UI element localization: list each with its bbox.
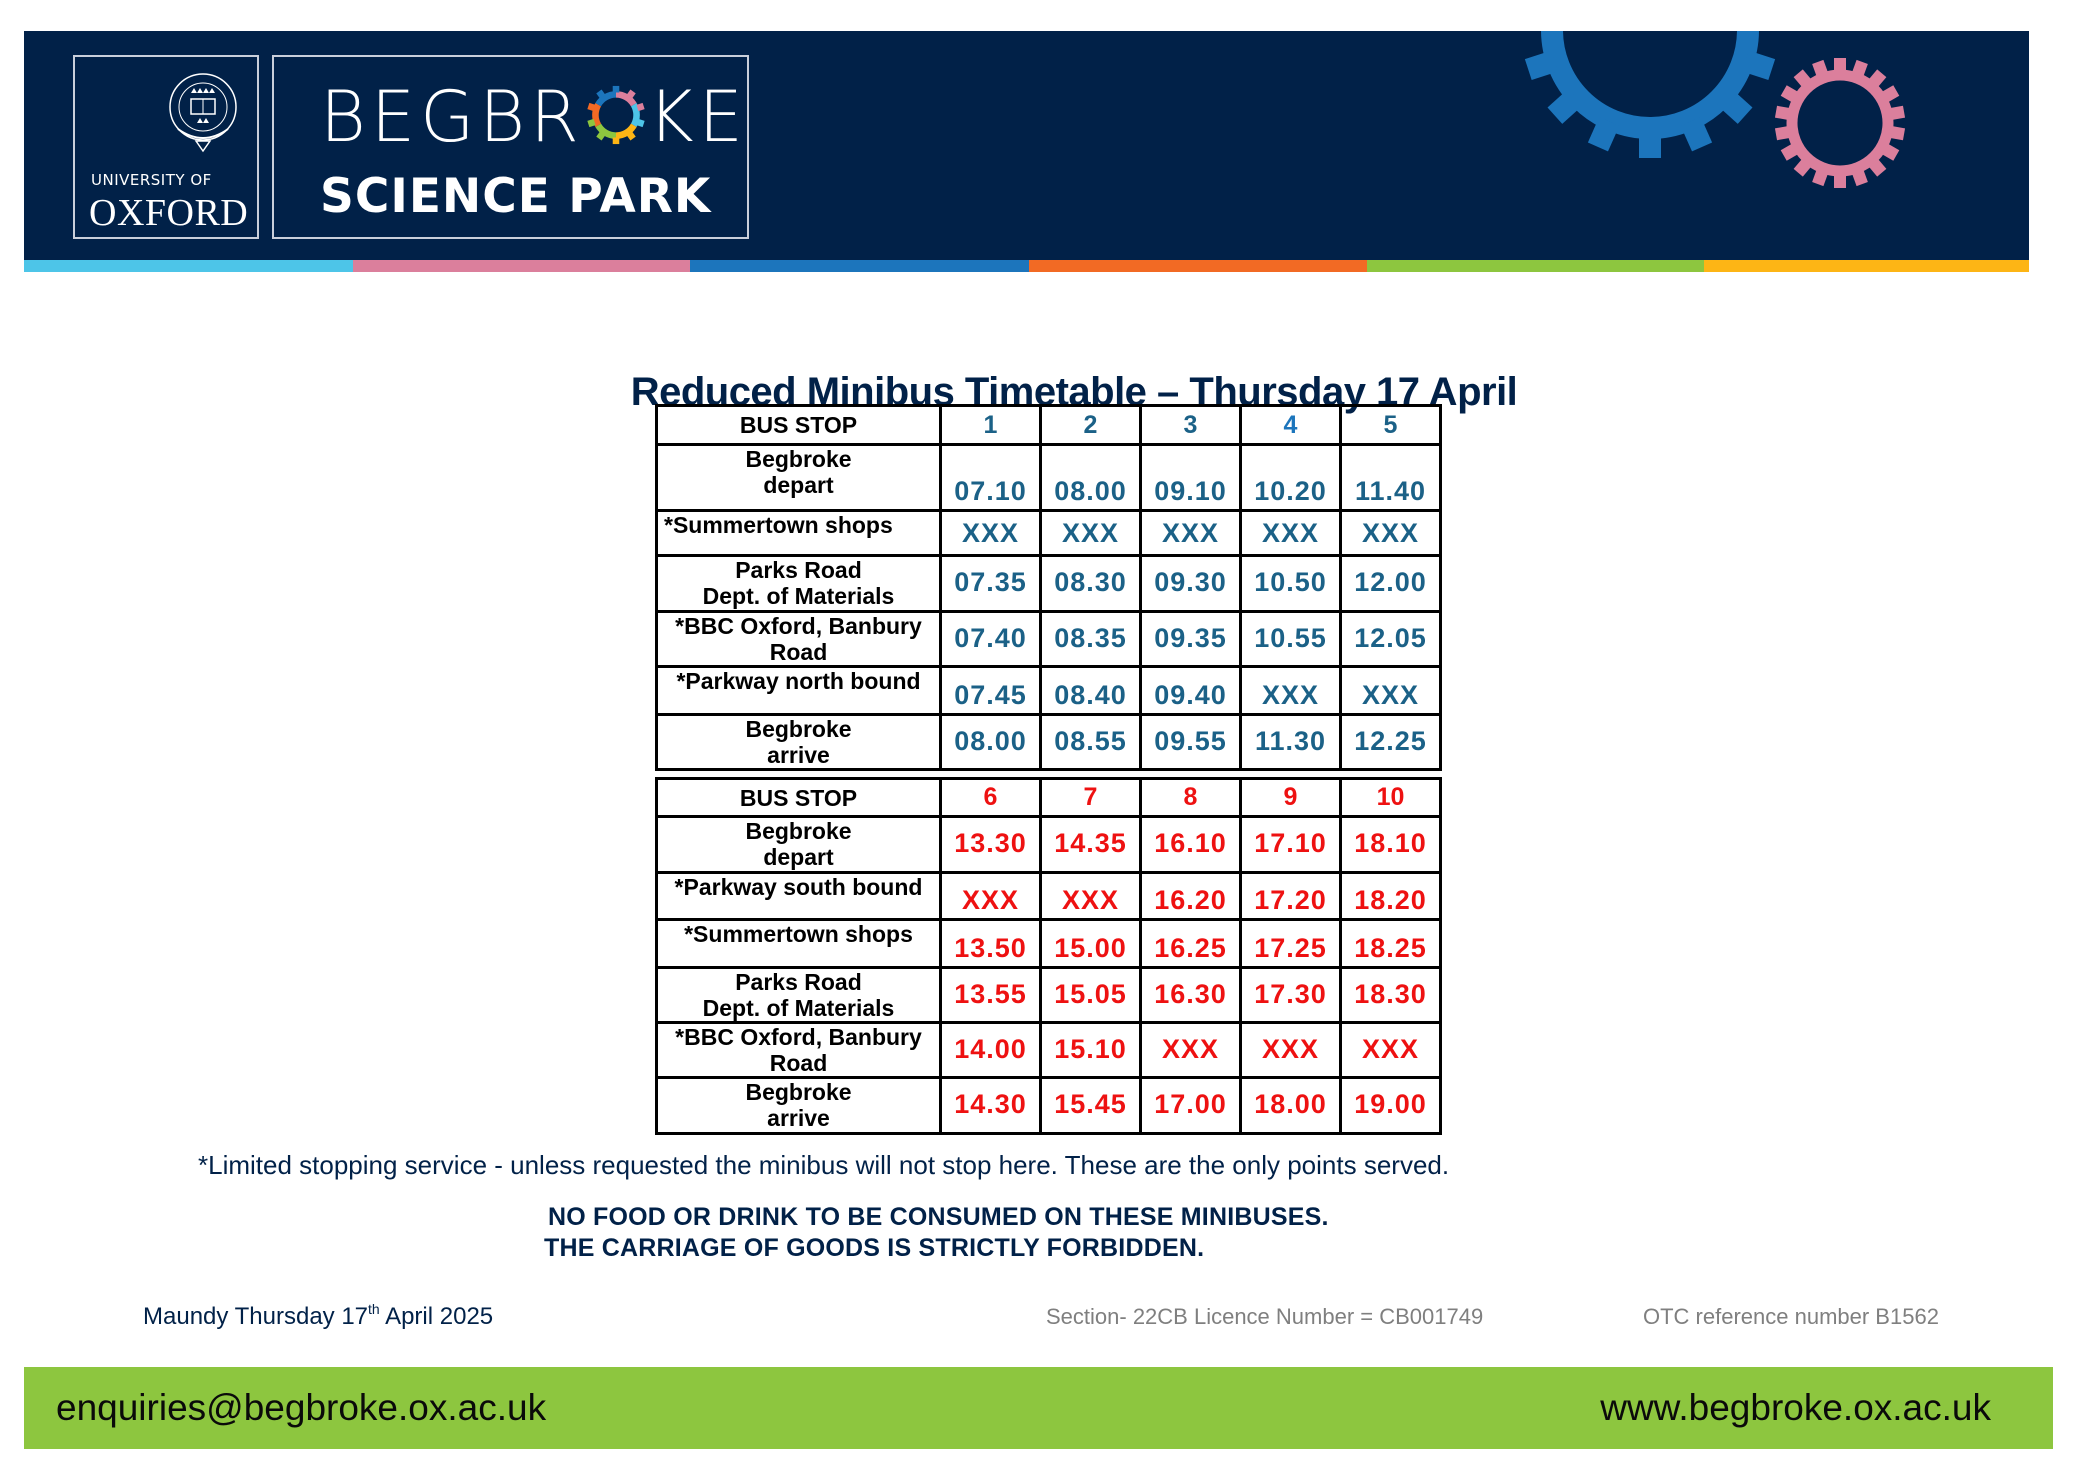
stop-name: *Summertown shops bbox=[657, 920, 941, 968]
column-header: 5 bbox=[1341, 406, 1441, 445]
service-date: Maundy Thursday 17th April 2025 bbox=[143, 1301, 494, 1330]
time-cell: 10.20 bbox=[1241, 445, 1341, 511]
contact-email-link[interactable]: enquiries@begbroke.ox.ac.uk bbox=[56, 1387, 547, 1428]
time-cell: XXX bbox=[941, 511, 1041, 556]
table-row bbox=[657, 1023, 1441, 1078]
time-cell: 18.20 bbox=[1341, 873, 1441, 920]
time-cell: XXX bbox=[1241, 667, 1341, 715]
time-cell: 18.30 bbox=[1341, 968, 1441, 1023]
time-cell: 11.30 bbox=[1241, 715, 1341, 770]
time-cell: 14.35 bbox=[1041, 817, 1141, 873]
time-cell: 08.55 bbox=[1041, 715, 1141, 770]
table-row bbox=[657, 968, 1441, 1023]
time-cell: 09.10 bbox=[1141, 445, 1241, 511]
time-cell: 08.00 bbox=[941, 715, 1041, 770]
column-header: 7 bbox=[1041, 779, 1141, 817]
page-title: Reduced Minibus Timetable – Thursday 17 April bbox=[630, 370, 1518, 414]
time-cell: 09.40 bbox=[1141, 667, 1241, 715]
column-header: 3 bbox=[1141, 406, 1241, 445]
time-cell: 15.10 bbox=[1041, 1023, 1141, 1078]
time-cell: XXX bbox=[1341, 667, 1441, 715]
time-cell: 16.20 bbox=[1141, 873, 1241, 920]
table-row bbox=[657, 817, 1441, 873]
column-header: 1 bbox=[941, 406, 1041, 445]
website-link[interactable]: www.begbroke.ox.ac.uk bbox=[1600, 1387, 1991, 1428]
column-header: 9 bbox=[1241, 779, 1341, 817]
time-cell: 19.00 bbox=[1341, 1078, 1441, 1134]
no-food-notice: NO FOOD OR DRINK TO BE CONSUMED ON THESE MINIBUSES. bbox=[548, 1203, 1329, 1231]
time-cell: XXX bbox=[1341, 1023, 1441, 1078]
time-cell: 10.55 bbox=[1241, 612, 1341, 667]
otc-reference: OTC reference number B1562 bbox=[1643, 1304, 1939, 1329]
stop-name: Begbroke arrive bbox=[657, 1078, 941, 1134]
stripe-yellow bbox=[1704, 260, 2029, 272]
pink-gear-icon bbox=[1775, 58, 1905, 188]
column-header: 8 bbox=[1141, 779, 1241, 817]
time-cell: 14.00 bbox=[941, 1023, 1041, 1078]
footer-band bbox=[24, 1367, 2053, 1449]
wordmark-part1: BEGBR bbox=[320, 76, 584, 158]
time-cell: 18.00 bbox=[1241, 1078, 1341, 1134]
no-goods-notice: THE CARRIAGE OF GOODS IS STRICTLY FORBIDDEN. bbox=[544, 1234, 1205, 1262]
time-cell: 07.45 bbox=[941, 667, 1041, 715]
time-cell: 16.25 bbox=[1141, 920, 1241, 968]
time-cell: 07.35 bbox=[941, 556, 1041, 612]
bus-stop-header: BUS STOP bbox=[657, 406, 941, 445]
table-row bbox=[657, 873, 1441, 920]
stripe-cyan bbox=[24, 260, 353, 272]
rainbow-gear-icon bbox=[586, 85, 646, 145]
time-cell: 14.30 bbox=[941, 1078, 1041, 1134]
timetable-afternoon bbox=[655, 777, 1442, 1135]
time-cell: 11.40 bbox=[1341, 445, 1441, 511]
table-row bbox=[657, 612, 1441, 667]
time-cell: 08.00 bbox=[1041, 445, 1141, 511]
time-cell: 18.25 bbox=[1341, 920, 1441, 968]
column-header: 4 bbox=[1241, 406, 1341, 445]
time-cell: XXX bbox=[1341, 511, 1441, 556]
licence-number: Section- 22CB Licence Number = CB001749 bbox=[1046, 1304, 1484, 1329]
stop-name: Begbroke depart bbox=[657, 817, 941, 873]
stop-name: Begbroke arrive bbox=[657, 715, 941, 770]
time-cell: XXX bbox=[941, 873, 1041, 920]
table-row bbox=[657, 445, 1441, 511]
bus-stop-header: BUS STOP bbox=[657, 779, 941, 817]
time-cell: 12.25 bbox=[1341, 715, 1441, 770]
stop-name: Begbroke depart bbox=[657, 445, 941, 511]
column-header: 6 bbox=[941, 779, 1041, 817]
stop-name: *Parkway north bound bbox=[657, 667, 941, 715]
time-cell: 07.10 bbox=[941, 445, 1041, 511]
time-cell: 17.30 bbox=[1241, 968, 1341, 1023]
stripe-blue bbox=[690, 260, 1029, 272]
time-cell: XXX bbox=[1141, 1023, 1241, 1078]
oxford-crest-icon bbox=[166, 71, 240, 163]
time-cell: 17.25 bbox=[1241, 920, 1341, 968]
header-banner bbox=[24, 31, 2029, 260]
table-row bbox=[657, 511, 1441, 556]
time-cell: 16.10 bbox=[1141, 817, 1241, 873]
time-cell: 09.55 bbox=[1141, 715, 1241, 770]
wordmark-part2: KE bbox=[647, 76, 748, 158]
table-header-row bbox=[657, 406, 1441, 445]
stripe-pink bbox=[353, 260, 690, 272]
time-cell: 13.30 bbox=[941, 817, 1041, 873]
stop-name: *Parkway south bound bbox=[657, 873, 941, 920]
oxford-logo-line1: UNIVERSITY OF bbox=[91, 171, 212, 189]
time-cell: 13.50 bbox=[941, 920, 1041, 968]
time-cell: 09.35 bbox=[1141, 612, 1241, 667]
time-cell: XXX bbox=[1141, 511, 1241, 556]
time-cell: XXX bbox=[1241, 511, 1341, 556]
time-cell: 17.20 bbox=[1241, 873, 1341, 920]
time-cell: 18.10 bbox=[1341, 817, 1441, 873]
table-row bbox=[657, 556, 1441, 612]
begbroke-logo bbox=[272, 55, 749, 239]
limited-stopping-footnote: *Limited stopping service - unless requested the minibus will not stop here. These are the only points served. bbox=[198, 1150, 1450, 1180]
stop-name: Parks Road Dept. of Materials bbox=[657, 556, 941, 612]
time-cell: XXX bbox=[1041, 873, 1141, 920]
time-cell: 12.00 bbox=[1341, 556, 1441, 612]
stripe-green bbox=[1367, 260, 1704, 272]
table-row bbox=[657, 715, 1441, 770]
time-cell: XXX bbox=[1041, 511, 1141, 556]
begbroke-wordmark bbox=[320, 77, 748, 157]
column-header: 2 bbox=[1041, 406, 1141, 445]
stop-name: *BBC Oxford, Banbury Road bbox=[657, 1023, 941, 1078]
begbroke-subtitle: SCIENCE PARK bbox=[320, 169, 712, 224]
column-header: 10 bbox=[1341, 779, 1441, 817]
time-cell: 09.30 bbox=[1141, 556, 1241, 612]
time-cell: 17.00 bbox=[1141, 1078, 1241, 1134]
time-cell: 08.40 bbox=[1041, 667, 1141, 715]
stop-name: *Summertown shops bbox=[657, 511, 941, 556]
table-row bbox=[657, 920, 1441, 968]
time-cell: 15.45 bbox=[1041, 1078, 1141, 1134]
table-header-row bbox=[657, 779, 1441, 817]
time-cell: 10.50 bbox=[1241, 556, 1341, 612]
time-cell: 15.00 bbox=[1041, 920, 1141, 968]
table-row bbox=[657, 667, 1441, 715]
stop-name: Parks Road Dept. of Materials bbox=[657, 968, 941, 1023]
timetable-morning bbox=[655, 404, 1442, 771]
time-cell: 13.55 bbox=[941, 968, 1041, 1023]
time-cell: 07.40 bbox=[941, 612, 1041, 667]
stop-name: *BBC Oxford, Banbury Road bbox=[657, 612, 941, 667]
oxford-logo bbox=[73, 55, 259, 239]
stripe-orange bbox=[1029, 260, 1367, 272]
time-cell: 16.30 bbox=[1141, 968, 1241, 1023]
time-cell: 08.30 bbox=[1041, 556, 1141, 612]
blue-gear-icon bbox=[1522, 31, 1779, 158]
time-cell: 15.05 bbox=[1041, 968, 1141, 1023]
oxford-logo-line2: OXFORD bbox=[89, 192, 249, 234]
time-cell: 12.05 bbox=[1341, 612, 1441, 667]
time-cell: XXX bbox=[1241, 1023, 1341, 1078]
color-stripe bbox=[24, 260, 2029, 272]
table-row bbox=[657, 1078, 1441, 1134]
time-cell: 08.35 bbox=[1041, 612, 1141, 667]
time-cell: 17.10 bbox=[1241, 817, 1341, 873]
